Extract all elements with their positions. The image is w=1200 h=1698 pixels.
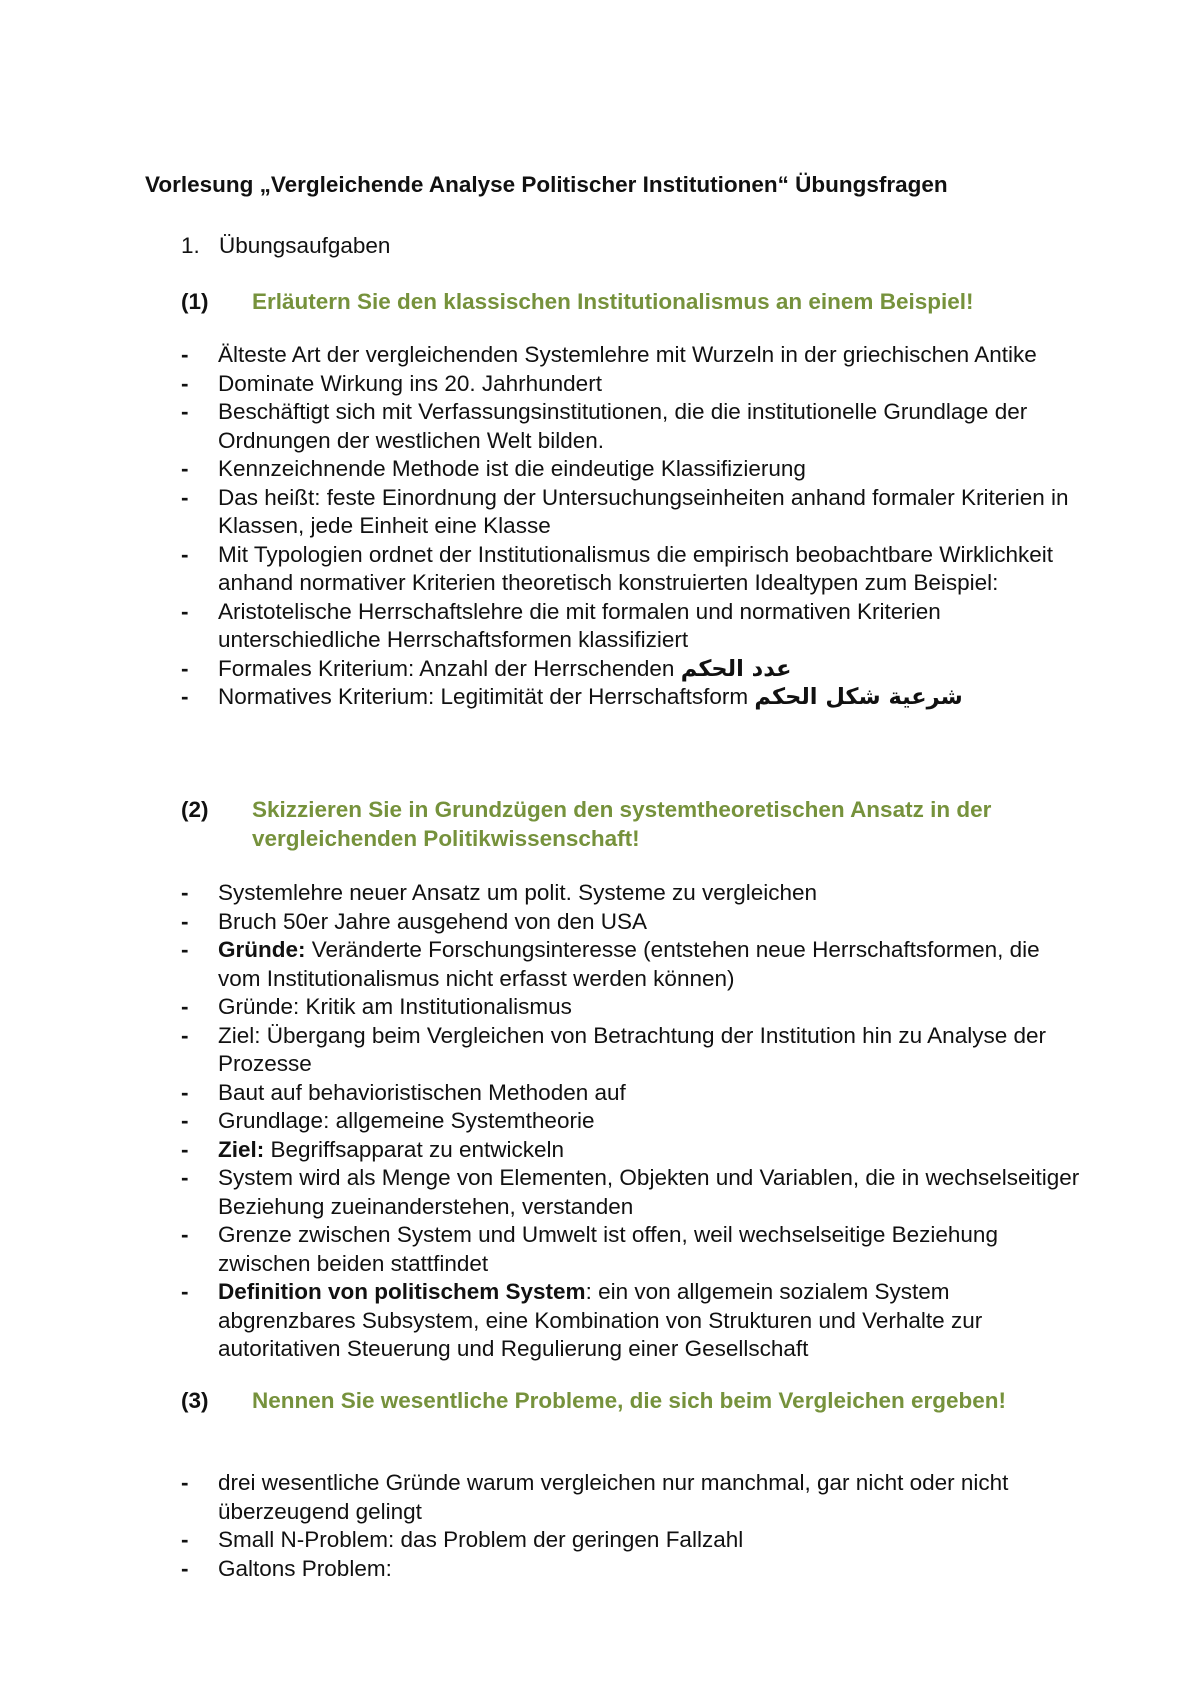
bullet-bold-label: Gründe: — [218, 937, 306, 962]
bullet-dash: - — [181, 994, 189, 1019]
bullet-text: Das heißt: feste Einordnung der Untersuchungseinheiten anhand formaler Kriterien in Klassen, jede Einheit eine Klasse — [218, 484, 1069, 538]
bullet-text: Baut auf behavioristischen Methoden auf — [218, 1079, 626, 1105]
answer-list-1 — [181, 341, 1081, 712]
bullet-text: : ein von allgemein sozialem System abgrenzbares Subsystem, eine Kombination von Strukturen und Verhalte zur autoritativen Steuerung und Regulierung einer Gesellschaft — [218, 1279, 983, 1361]
bullet-item — [181, 341, 1081, 370]
section-heading — [181, 233, 390, 259]
bullet-dash: - — [181, 484, 189, 510]
bullet-item — [181, 484, 1081, 541]
bullet-item — [181, 879, 1081, 908]
bullet-text: Älteste Art der vergleichenden Systemlehre mit Wurzeln in der griechischen Antike — [218, 342, 1037, 367]
bullet-text: Grundlage: allgemeine Systemtheorie — [218, 1108, 595, 1133]
bullet-bold-label: Definition von politischem System — [218, 1279, 586, 1304]
bullet-text: Veränderte Forschungsinteresse (entstehen neue Herrschaftsformen, die vom Institutionalismus nicht erfasst werden können) — [218, 937, 1040, 991]
bullet-item — [181, 455, 1081, 484]
bullet-dash: - — [181, 880, 189, 905]
bullet-text: Beschäftigt sich mit Verfassungsinstitutionen, die die institutionelle Grundlage der Ordnungen der westlichen Welt bilden. — [218, 399, 1028, 453]
question-number: (3) — [181, 1388, 209, 1413]
section-number: 1. — [181, 233, 200, 258]
bullet-item — [181, 370, 1081, 399]
bullet-dash: - — [181, 1079, 189, 1105]
bullet-item — [181, 1555, 1081, 1584]
bullet-text: Aristotelische Herrschaftslehre die mit formalen und normativen Kriterien unterschiedliche Herrschaftsformen klassifiziert — [218, 598, 941, 652]
bullet-item — [181, 993, 1081, 1022]
answer-list-2 — [181, 879, 1081, 1364]
bullet-item — [181, 1526, 1081, 1555]
bullet-bold-label: Ziel: — [218, 1136, 265, 1162]
bullet-dash: - — [181, 541, 189, 567]
bullet-item — [181, 683, 1081, 712]
question-text: Skizzieren Sie in Grundzügen den systemtheoretischen Ansatz in der vergleichenden Politikwissenschaft! — [252, 797, 992, 851]
bullet-text: Systemlehre neuer Ansatz um polit. Systeme zu vergleichen — [218, 880, 818, 905]
document-title: Vorlesung „Vergleichende Analyse Politischer Institutionen“ Übungsfragen — [145, 172, 948, 197]
question-number: (2) — [181, 797, 209, 822]
bullet-item — [181, 598, 1081, 655]
bullet-text: Mit Typologien ordnet der Institutionalismus die empirisch beobachtbare Wirklichkeit anhand normativer Kriterien theoretisch konstruierten Idealtypen zum Beispiel: — [218, 541, 1053, 595]
bullet-text: drei wesentliche Gründe warum vergleichen nur manchmal, gar nicht oder nicht überzeugend gelingt — [218, 1470, 1009, 1524]
bullet-dash: - — [181, 370, 189, 396]
bullet-item — [181, 655, 1081, 684]
bullet-text: Grenze zwischen System und Umwelt ist offen, weil wechselseitige Beziehung zwischen beiden stattfindet — [218, 1222, 998, 1276]
question-text: Erläutern Sie den klassischen Institutionalismus an einem Beispiel! — [252, 289, 974, 314]
bullet-text: Kennzeichnende Methode ist die eindeutige Klassifizierung — [218, 456, 806, 481]
bullet-item — [181, 398, 1081, 455]
bullet-dash: - — [181, 598, 189, 624]
bullet-dash: - — [181, 1022, 189, 1048]
bullet-item — [181, 1278, 1081, 1364]
bullet-item — [181, 1022, 1081, 1079]
bullet-dash: - — [181, 1527, 189, 1552]
question-text: Nennen Sie wesentliche Probleme, die sich beim Vergleichen ergeben! — [252, 1388, 1007, 1413]
bullet-dash: - — [181, 908, 189, 934]
answer-list-3 — [181, 1469, 1081, 1583]
bullet-dash: - — [181, 342, 189, 367]
bullet-text: Dominate Wirkung ins 20. Jahrhundert — [218, 370, 602, 396]
bullet-dash: - — [181, 399, 189, 424]
bullet-text: Begriffsapparat zu entwickeln — [264, 1136, 565, 1162]
bullet-item — [181, 1107, 1081, 1136]
bullet-dash: - — [181, 655, 189, 681]
bullet-item — [181, 1469, 1081, 1526]
bullet-text: Formales Kriterium: Anzahl der Herrschenden — [218, 655, 681, 681]
bullet-dash: - — [181, 1165, 189, 1190]
question-3 — [181, 1386, 1081, 1415]
bullet-text: Galtons Problem: — [218, 1555, 392, 1581]
bullet-dash: - — [181, 1136, 189, 1162]
bullet-text: Gründe: Kritik am Institutionalismus — [218, 994, 572, 1019]
bullet-item — [181, 1221, 1081, 1278]
bullet-dash: - — [181, 1108, 189, 1133]
bullet-dash: - — [181, 684, 189, 709]
question-1 — [181, 287, 1081, 316]
bullet-text: Normatives Kriterium: Legitimität der Herrschaftsform — [218, 684, 755, 709]
bullet-item — [181, 1079, 1081, 1108]
bullet-dash: - — [181, 456, 189, 481]
bullet-item — [181, 1164, 1081, 1221]
question-2 — [181, 795, 1081, 853]
bullet-arabic-text: عدد الحكم — [680, 655, 792, 682]
section-label: Übungsaufgaben — [219, 233, 391, 258]
bullet-item — [181, 936, 1081, 993]
bullet-text: Small N-Problem: das Problem der geringen Fallzahl — [218, 1527, 744, 1552]
bullet-text: System wird als Menge von Elementen, Objekten und Variablen, die in wechselseitiger Beziehung zueinanderstehen, verstanden — [218, 1165, 1080, 1219]
bullet-dash: - — [181, 1470, 189, 1495]
bullet-item — [181, 1136, 1081, 1165]
bullet-item — [181, 908, 1081, 937]
bullet-dash: - — [181, 1279, 189, 1304]
bullet-text: Bruch 50er Jahre ausgehend von den USA — [218, 908, 648, 934]
bullet-dash: - — [181, 937, 189, 962]
bullet-dash: - — [181, 1555, 189, 1581]
bullet-dash: - — [181, 1222, 189, 1247]
bullet-item — [181, 541, 1081, 598]
bullet-arabic-text: شرعية شكل الحكم — [754, 684, 963, 710]
bullet-text: Ziel: Übergang beim Vergleichen von Betrachtung der Institution hin zu Analyse der Prozesse — [218, 1022, 1046, 1076]
question-number: (1) — [181, 289, 209, 314]
